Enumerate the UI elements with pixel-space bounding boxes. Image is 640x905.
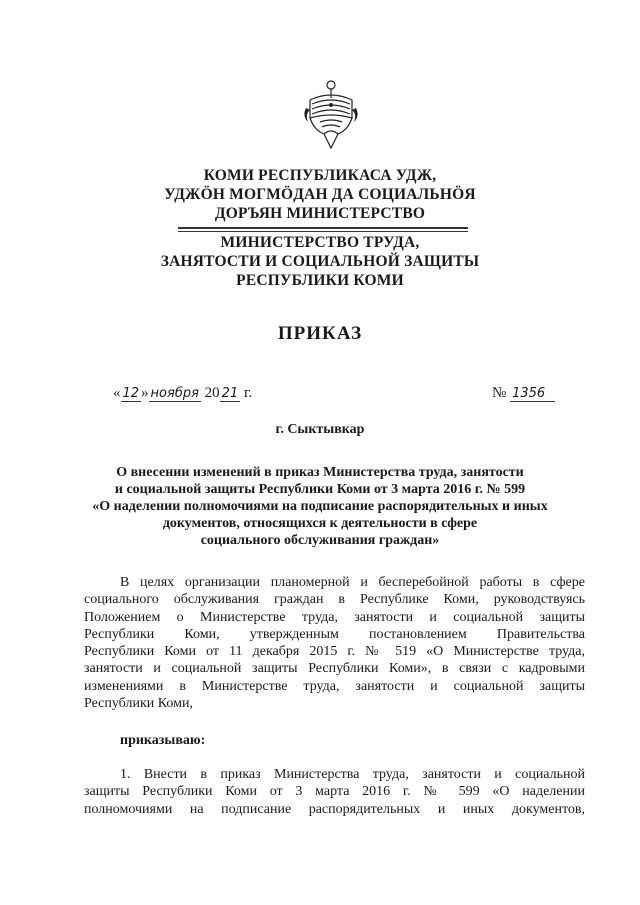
date-year-prefix: 20 <box>204 385 220 401</box>
header-komi-line-3: ДОРЪЯН МИНИСТЕРСТВО <box>214 205 426 222</box>
clause-line: полномочиями на подписание распорядительных и иных документов, <box>84 801 585 817</box>
clause-line: защиты Республики Коми от 3 марта 2016 г. № 599 «О наделении <box>84 784 585 800</box>
subject-line: и социальной защиты Республики Коми от 3 марта 2016 г. № 599 <box>114 482 526 497</box>
order-subject <box>70 464 570 549</box>
header-russian-line-2: ЗАНЯТОСТИ И СОЦИАЛЬНОЙ ЗАЩИТЫ <box>160 253 480 270</box>
orders-keyword: приказываю: <box>120 733 206 748</box>
date-day-handwritten: 12 <box>122 386 140 401</box>
subject-line: О внесении изменений в приказ Министерства труда, занятости <box>116 465 524 480</box>
preamble-line: В целях организации планомерной и бесперебойной работы в сфере <box>120 575 585 590</box>
date-month-handwritten: ноября <box>150 386 199 401</box>
document-title: ПРИКАЗ <box>277 323 363 344</box>
clause-line: 1. Внести в приказ Министерства труда, занятости и социальной <box>120 767 585 782</box>
order-number <box>492 385 555 402</box>
coat-of-arms-emblem <box>302 78 360 152</box>
preamble-line: социального обслуживания граждан в Республике Коми, руководствуясь <box>84 592 585 608</box>
preamble-line: Республики Коми от 11 декабря 2015 г. № 519 «О Министерстве труда, <box>84 644 585 660</box>
number-sign: № <box>492 385 507 401</box>
header-divider-thin <box>178 231 468 232</box>
clause-1-paragraph <box>84 766 585 818</box>
header-divider-thick <box>178 227 468 229</box>
preamble-line: Республики Коми, утвержденным постановлением Правительства <box>84 626 585 642</box>
header-komi-line-2: УДЖÖН МОГМÖДАН ДА СОЦИАЛЬНÖЯ <box>164 186 476 203</box>
city-name: г. Сыктывкар <box>275 422 365 437</box>
header-komi <box>0 166 640 223</box>
header-russian-line-3: РЕСПУБЛИКИ КОМИ <box>236 272 404 289</box>
header-russian-line-1: МИНИСТЕРСТВО ТРУДА, <box>220 234 420 251</box>
date-open-quote: « <box>113 385 121 401</box>
subject-line: социального обслуживания граждан» <box>200 533 440 548</box>
subject-line: документов, относящихся к деятельности в сфере <box>162 516 478 531</box>
order-date <box>113 385 252 402</box>
header-komi-line-1: КОМИ РЕСПУБЛИКАСА УДЖ, <box>203 167 437 184</box>
preamble-line: изменениями в Министерстве труда, занятости и социальной защиты <box>84 678 585 694</box>
header-russian <box>0 233 640 290</box>
preamble-line: занятости и социальной защиты Республики Коми», в связи с кадровыми <box>84 661 585 677</box>
preamble-line: Положением о Министерстве труда, занятости и социальной защиты <box>84 609 585 625</box>
date-suffix: г. <box>243 385 253 401</box>
preamble-line: Республики Коми, <box>84 696 193 712</box>
number-handwritten: 1356 <box>510 387 555 402</box>
preamble-paragraph <box>84 574 585 712</box>
subject-line: «О наделении полномочиями на подписание распорядительных и иных <box>92 499 548 514</box>
date-close-quote: » <box>141 385 149 401</box>
date-year-handwritten: 21 <box>221 386 239 401</box>
